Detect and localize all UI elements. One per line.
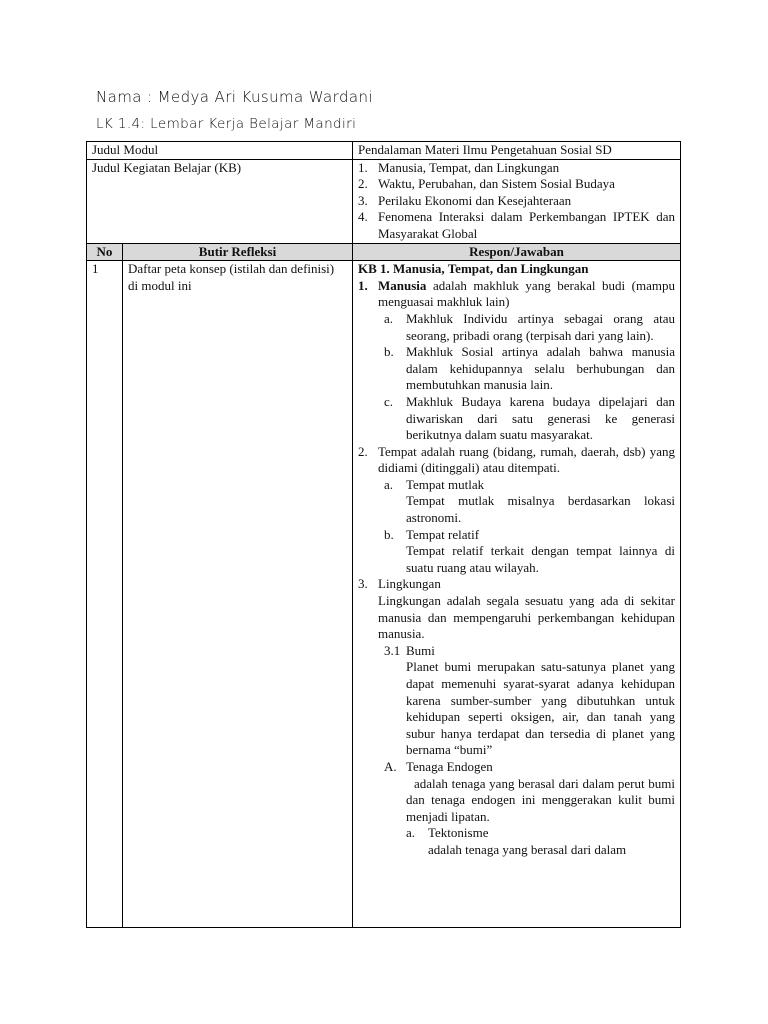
item-title: Tempat relatif bbox=[406, 526, 480, 542]
item-text: Makhluk Individu artinya sebagai orang atau seorang, pribadi orang (terpisah dari yang lain). bbox=[406, 310, 675, 343]
item-marker: a. bbox=[384, 310, 394, 326]
judul-modul-label: Judul Modul bbox=[87, 142, 353, 160]
kb-list-item bbox=[358, 160, 675, 177]
list-item bbox=[358, 825, 675, 842]
kb-title: KB 1. Manusia, Tempat, dan Lingkungan bbox=[358, 261, 589, 277]
item-marker: a. bbox=[406, 825, 416, 841]
list-item bbox=[358, 477, 675, 494]
item-marker: 3.1 bbox=[384, 642, 401, 658]
kb-list-cell bbox=[353, 159, 681, 243]
student-name: Nama : Medya Ari Kusuma Wardani bbox=[96, 88, 373, 106]
kb-list-num: 2. bbox=[358, 176, 368, 192]
point-term: Manusia bbox=[378, 277, 427, 293]
item-description: adalah tenaga yang berasal dari dalam bbox=[428, 841, 627, 857]
item-marker: a. bbox=[384, 476, 394, 492]
list-item bbox=[358, 759, 675, 776]
kb-list-item bbox=[358, 176, 675, 193]
item-text: Makhluk Budaya karena budaya dipelajari dan diwariskan dari satu generasi ke generasi berikutnya dalam suatu masyarakat. bbox=[406, 393, 675, 443]
worksheet-title: LK 1.4: Lembar Kerja Belajar Mandiri bbox=[96, 116, 357, 132]
item-description: Planet bumi merupakan satu-satunya planet yang dapat memenuhi syarat-syarat adanya kehidupan karena sumber-sumber yang dibutuhkan untuk kehidupan seperti oksigen, air, dan tanah yang subur hanya terdapat dan tersedia di planet yang bernama “bumi” bbox=[406, 659, 675, 758]
table-row bbox=[87, 261, 681, 928]
judul-kb-label: Judul Kegiatan Belajar (KB) bbox=[87, 159, 353, 243]
kb-list-num: 1. bbox=[358, 159, 368, 175]
item-marker: A. bbox=[384, 758, 397, 774]
list-item bbox=[358, 394, 675, 444]
item-marker: b. bbox=[384, 344, 394, 360]
list-item bbox=[358, 643, 675, 660]
kb-list-item bbox=[358, 193, 675, 210]
item-marker: b. bbox=[384, 526, 394, 542]
list-item bbox=[358, 527, 675, 544]
item-text: Makhluk Sosial artinya adalah bahwa manusia dalam kehidupannya selalu berhubungan dan membutuhkan manusia lain. bbox=[406, 344, 675, 393]
point-num: 3. bbox=[358, 576, 368, 592]
item-marker: c. bbox=[384, 393, 394, 409]
row-judul-kb bbox=[87, 159, 681, 243]
list-item bbox=[358, 344, 675, 394]
kb-list-text: Waktu, Perubahan, dan Sistem Sosial Budaya bbox=[378, 176, 615, 192]
response-cell bbox=[353, 261, 681, 928]
item-description: Tempat relatif terkait dengan tempat lainnya di suatu ruang atau wilayah. bbox=[406, 543, 675, 575]
butir-refleksi-text: Daftar peta konsep (istilah dan definisi) di modul ini bbox=[123, 261, 353, 928]
point-title: Lingkungan bbox=[378, 576, 441, 592]
item-title: Tenaga Endogen bbox=[406, 758, 493, 774]
table-header-row bbox=[87, 243, 681, 261]
point-description: Lingkungan adalah segala sesuatu yang ada di sekitar manusia dan mempengaruhi perkembangan kehidupan manusia. bbox=[378, 593, 675, 642]
item-title: Bumi bbox=[406, 642, 435, 658]
kb-list-text: Fenomena Interaksi dalam Perkembangan IPTEK dan Masyarakat Global bbox=[378, 209, 675, 241]
item-title: Tektonisme bbox=[428, 825, 489, 841]
col-header-respon: Respon/Jawaban bbox=[353, 243, 681, 261]
kb-list-text: Perilaku Ekonomi dan Kesejahteraan bbox=[378, 192, 572, 208]
kb-list-num: 4. bbox=[358, 209, 368, 225]
row-judul-modul bbox=[87, 142, 681, 160]
item-description bbox=[358, 776, 675, 826]
point-num: 2. bbox=[358, 443, 368, 459]
point-tempat bbox=[358, 444, 675, 477]
kb-list-item bbox=[358, 209, 675, 242]
point-manusia bbox=[358, 278, 675, 311]
point-text: Tempat adalah ruang (bidang, rumah, daerah, dsb) yang didiami (ditinggali) atau ditempati. bbox=[378, 443, 675, 476]
point-num: 1. bbox=[358, 277, 368, 293]
point-text: adalah makhluk yang berakal budi (mampu menguasai makhluk lain) bbox=[378, 277, 675, 310]
list-item bbox=[358, 311, 675, 344]
point-lingkungan bbox=[358, 576, 675, 593]
row-number: 1 bbox=[87, 261, 123, 928]
col-header-butir: Butir Refleksi bbox=[123, 243, 353, 261]
kb-list-num: 3. bbox=[358, 192, 368, 208]
item-title: Tempat mutlak bbox=[406, 476, 485, 492]
item-description-text: adalah tenaga yang berasal dari dalam perut bumi dan tenaga endogen ini menggerakan kulit bumi menjadi lipatan. bbox=[406, 775, 675, 824]
kb-list-text: Manusia, Tempat, dan Lingkungan bbox=[378, 159, 560, 175]
worksheet-table bbox=[86, 141, 681, 928]
item-description: Tempat mutlak misalnya berdasarkan lokasi astronomi. bbox=[406, 493, 675, 526]
col-header-no: No bbox=[87, 243, 123, 261]
judul-modul-value: Pendalaman Materi Ilmu Pengetahuan Sosial SD bbox=[353, 142, 681, 160]
